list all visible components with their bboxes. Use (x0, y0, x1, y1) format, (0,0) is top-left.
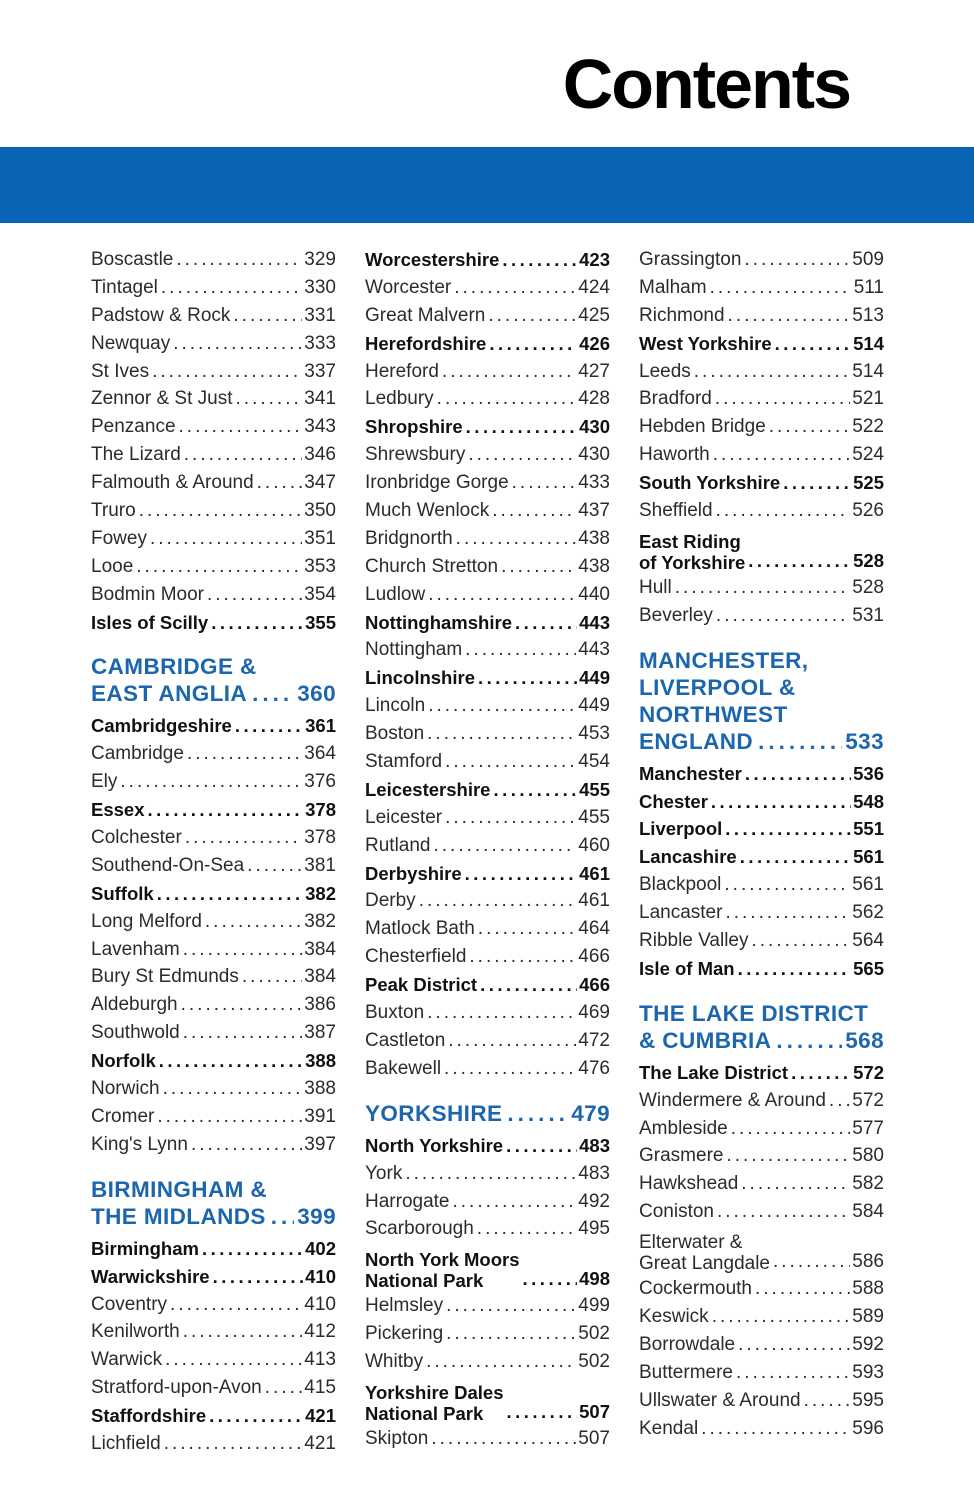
toc-entry[interactable]: Nottingham ..... 443 (365, 638, 610, 666)
toc-entry-region[interactable]: Staffordshire ..... 421 (91, 1404, 336, 1432)
toc-entry-region[interactable]: Cambridgeshire ..... 361 (91, 714, 336, 742)
toc-entry-region[interactable]: North York Moors National Park ..... 498 (365, 1245, 610, 1294)
toc-entry[interactable]: Newquay ..... 333 (91, 332, 336, 360)
toc-entry-region[interactable]: Derbyshire ..... 461 (365, 862, 610, 890)
toc-entry-region[interactable]: Suffolk ..... 382 (91, 882, 336, 910)
toc-entry[interactable]: Penzance ..... 343 (91, 415, 336, 443)
toc-entry[interactable]: Hawkshead ..... 582 (639, 1172, 884, 1200)
toc-entry[interactable]: Padstow & Rock ..... 331 (91, 304, 336, 332)
toc-entry[interactable]: Boscastle ..... 329 (91, 248, 336, 276)
toc-entry[interactable]: Harrogate ..... 492 (365, 1190, 610, 1218)
toc-entry[interactable]: Aldeburgh ..... 386 (91, 993, 336, 1021)
toc-entry-region[interactable]: Shropshire ..... 430 (365, 415, 610, 443)
toc-entry[interactable]: Coniston ..... 584 (639, 1200, 884, 1228)
toc-entry[interactable]: Boston ..... 453 (365, 722, 610, 750)
toc-entry-region[interactable]: Leicestershire ..... 455 (365, 778, 610, 806)
toc-entry[interactable]: Colchester ..... 378 (91, 826, 336, 854)
toc-entry[interactable]: Kendal ..... 596 (639, 1417, 884, 1445)
toc-entry[interactable]: Hereford ..... 427 (365, 360, 610, 388)
toc-entry[interactable]: Long Melford ..... 382 (91, 910, 336, 938)
section-heading-birmingham-midlands[interactable]: BIRMINGHAM & THE MIDLANDS ..... 399 (91, 1176, 336, 1230)
section-heading-lake-district-cumbria[interactable]: THE LAKE DISTRICT & CUMBRIA ..... 568 (639, 1000, 884, 1054)
toc-entry[interactable]: Matlock Bath ..... 464 (365, 917, 610, 945)
toc-entry-region[interactable]: Nottinghamshire ..... 443 (365, 611, 610, 639)
toc-entry-region[interactable]: Isle of Man ..... 565 (639, 957, 884, 985)
toc-entry-region[interactable]: Yorkshire Dales National Park ..... 507 (365, 1378, 610, 1427)
toc-entry-region[interactable]: North Yorkshire ..... 483 (365, 1134, 610, 1162)
toc-entry[interactable]: Cambridge ..... 364 (91, 742, 336, 770)
toc-entry[interactable]: Lavenham ..... 384 (91, 938, 336, 966)
toc-entry[interactable]: Southwold ..... 387 (91, 1021, 336, 1049)
toc-entry[interactable]: Grasmere ..... 580 (639, 1144, 884, 1172)
toc-entry[interactable]: Windermere & Around ..... 572 (639, 1089, 884, 1117)
toc-entry[interactable]: Lincoln ..... 449 (365, 694, 610, 722)
toc-entry-region[interactable]: Chester ..... 548 (639, 790, 884, 818)
toc-entry-region[interactable]: Warwickshire ..... 410 (91, 1265, 336, 1293)
toc-entry[interactable]: Falmouth & Around ..... 347 (91, 471, 336, 499)
toc-entry[interactable]: Beverley ..... 531 (639, 604, 884, 632)
toc-entry[interactable]: Truro ..... 350 (91, 499, 336, 527)
toc-entry[interactable]: Lichfield ..... 421 (91, 1432, 336, 1460)
toc-entry[interactable]: Looe ..... 353 (91, 555, 336, 583)
toc-entry[interactable]: Rutland ..... 460 (365, 834, 610, 862)
toc-entry[interactable]: Richmond ..... 513 (639, 304, 884, 332)
toc-entry[interactable]: Sheffield ..... 526 (639, 499, 884, 527)
toc-entry-region[interactable]: The Lake District ..... 572 (639, 1061, 884, 1089)
toc-entry-region[interactable]: Herefordshire ..... 426 (365, 332, 610, 360)
toc-entry[interactable]: Worcester ..... 424 (365, 276, 610, 304)
toc-entry-region[interactable]: Worcestershire ..... 423 (365, 248, 610, 276)
toc-entry[interactable]: Ludlow ..... 440 (365, 583, 610, 611)
toc-entry[interactable]: Church Stretton ..... 438 (365, 555, 610, 583)
toc-entry[interactable]: Keswick ..... 589 (639, 1305, 884, 1333)
toc-entry[interactable]: The Lizard ..... 346 (91, 443, 336, 471)
toc-entry[interactable]: Stamford ..... 454 (365, 750, 610, 778)
toc-entry[interactable]: Much Wenlock ..... 437 (365, 499, 610, 527)
toc-entry[interactable]: Castleton ..... 472 (365, 1029, 610, 1057)
toc-entry[interactable]: Ribble Valley ..... 564 (639, 929, 884, 957)
contents-column-3 (639, 248, 884, 1445)
toc-entry[interactable]: Buxton ..... 469 (365, 1001, 610, 1029)
toc-entry[interactable]: Kenilworth ..... 412 (91, 1320, 336, 1348)
toc-entry-region[interactable]: Norfolk ..... 388 (91, 1049, 336, 1077)
toc-entry[interactable]: Helmsley ..... 499 (365, 1294, 610, 1322)
toc-entry[interactable]: Cockermouth ..... 588 (639, 1277, 884, 1305)
toc-entry[interactable]: Stratford-upon-Avon ..... 415 (91, 1376, 336, 1404)
toc-entry-region[interactable]: Manchester ..... 536 (639, 762, 884, 790)
toc-entry-region[interactable]: East Riding of Yorkshire ..... 528 (639, 527, 884, 576)
toc-entry[interactable]: Bridgnorth ..... 438 (365, 527, 610, 555)
toc-entry[interactable]: Bradford ..... 521 (639, 387, 884, 415)
toc-entry[interactable]: Whitby ..... 502 (365, 1350, 610, 1378)
toc-entry[interactable]: Skipton ..... 507 (365, 1427, 610, 1455)
toc-entry[interactable]: Malham ..... 511 (639, 276, 884, 304)
toc-entry[interactable]: Lancaster ..... 562 (639, 901, 884, 929)
toc-entry[interactable]: Leicester ..... 455 (365, 806, 610, 834)
toc-entry[interactable]: Haworth ..... 524 (639, 443, 884, 471)
toc-entry[interactable]: Tintagel ..... 330 (91, 276, 336, 304)
toc-entry[interactable]: King's Lynn ..... 397 (91, 1133, 336, 1161)
toc-entry[interactable]: Grassington ..... 509 (639, 248, 884, 276)
section-heading-yorkshire[interactable]: YORKSHIRE ..... 479 (365, 1100, 610, 1127)
toc-entry-region[interactable]: South Yorkshire ..... 525 (639, 471, 884, 499)
toc-entry-region[interactable]: Liverpool ..... 551 (639, 817, 884, 845)
page-title: Contents (562, 45, 850, 123)
toc-entry[interactable]: Bakewell ..... 476 (365, 1057, 610, 1085)
toc-entry[interactable]: Warwick ..... 413 (91, 1348, 336, 1376)
toc-entry-region[interactable]: West Yorkshire ..... 514 (639, 332, 884, 360)
toc-entry[interactable]: Southend-On-Sea ..... 381 (91, 854, 336, 882)
section-heading-cambridge-east-anglia[interactable]: CAMBRIDGE & EAST ANGLIA ..... 360 (91, 653, 336, 707)
toc-entry[interactable]: Great Malvern ..... 425 (365, 304, 610, 332)
toc-entry[interactable]: Ullswater & Around ..... 595 (639, 1389, 884, 1417)
toc-entry[interactable]: Derby ..... 461 (365, 889, 610, 917)
toc-entry[interactable]: Norwich ..... 388 (91, 1077, 336, 1105)
toc-entry-region[interactable]: Essex ..... 378 (91, 798, 336, 826)
toc-entry[interactable]: Ledbury ..... 428 (365, 387, 610, 415)
toc-entry-region[interactable]: Lincolnshire ..... 449 (365, 666, 610, 694)
toc-entry-region[interactable]: Isles of Scilly ..... 355 (91, 611, 336, 639)
toc-entry[interactable]: St Ives ..... 337 (91, 360, 336, 388)
toc-entry[interactable]: Leeds ..... 514 (639, 360, 884, 388)
toc-entry-region[interactable]: Lancashire ..... 561 (639, 845, 884, 873)
toc-entry[interactable]: Cromer ..... 391 (91, 1105, 336, 1133)
contents-column-1 (91, 248, 336, 1460)
toc-entry[interactable]: Ironbridge Gorge ..... 433 (365, 471, 610, 499)
contents-column-2 (365, 248, 610, 1455)
toc-entry[interactable]: Elterwater & Great Langdale ..... 586 (639, 1228, 884, 1277)
toc-entry[interactable]: Zennor & St Just ..... 341 (91, 387, 336, 415)
section-heading-manchester-liverpool-northwest[interactable]: MANCHESTER, LIVERPOOL & NORTHWEST ENGLAND ..... 533 (639, 647, 884, 755)
toc-entry[interactable]: Hebden Bridge ..... 522 (639, 415, 884, 443)
toc-entry[interactable]: Coventry ..... 410 (91, 1293, 336, 1321)
toc-entry[interactable]: Shrewsbury ..... 430 (365, 443, 610, 471)
toc-entry-region[interactable]: Birmingham ..... 402 (91, 1237, 336, 1265)
toc-entry[interactable]: Borrowdale ..... 592 (639, 1333, 884, 1361)
toc-entry[interactable]: Blackpool ..... 561 (639, 873, 884, 901)
toc-entry[interactable]: Chesterfield ..... 466 (365, 945, 610, 973)
toc-entry[interactable]: Pickering ..... 502 (365, 1322, 610, 1350)
toc-entry[interactable]: Bodmin Moor ..... 354 (91, 583, 336, 611)
toc-entry[interactable]: Ambleside ..... 577 (639, 1117, 884, 1145)
toc-entry-region[interactable]: Peak District ..... 466 (365, 973, 610, 1001)
toc-entry[interactable]: Buttermere ..... 593 (639, 1361, 884, 1389)
header-band (0, 147, 974, 223)
toc-entry[interactable]: Scarborough ..... 495 (365, 1217, 610, 1245)
toc-entry[interactable]: Ely ..... 376 (91, 770, 336, 798)
toc-entry[interactable]: York ..... 483 (365, 1162, 610, 1190)
toc-entry[interactable]: Hull ..... 528 (639, 576, 884, 604)
toc-entry[interactable]: Bury St Edmunds ..... 384 (91, 965, 336, 993)
toc-entry[interactable]: Fowey ..... 351 (91, 527, 336, 555)
